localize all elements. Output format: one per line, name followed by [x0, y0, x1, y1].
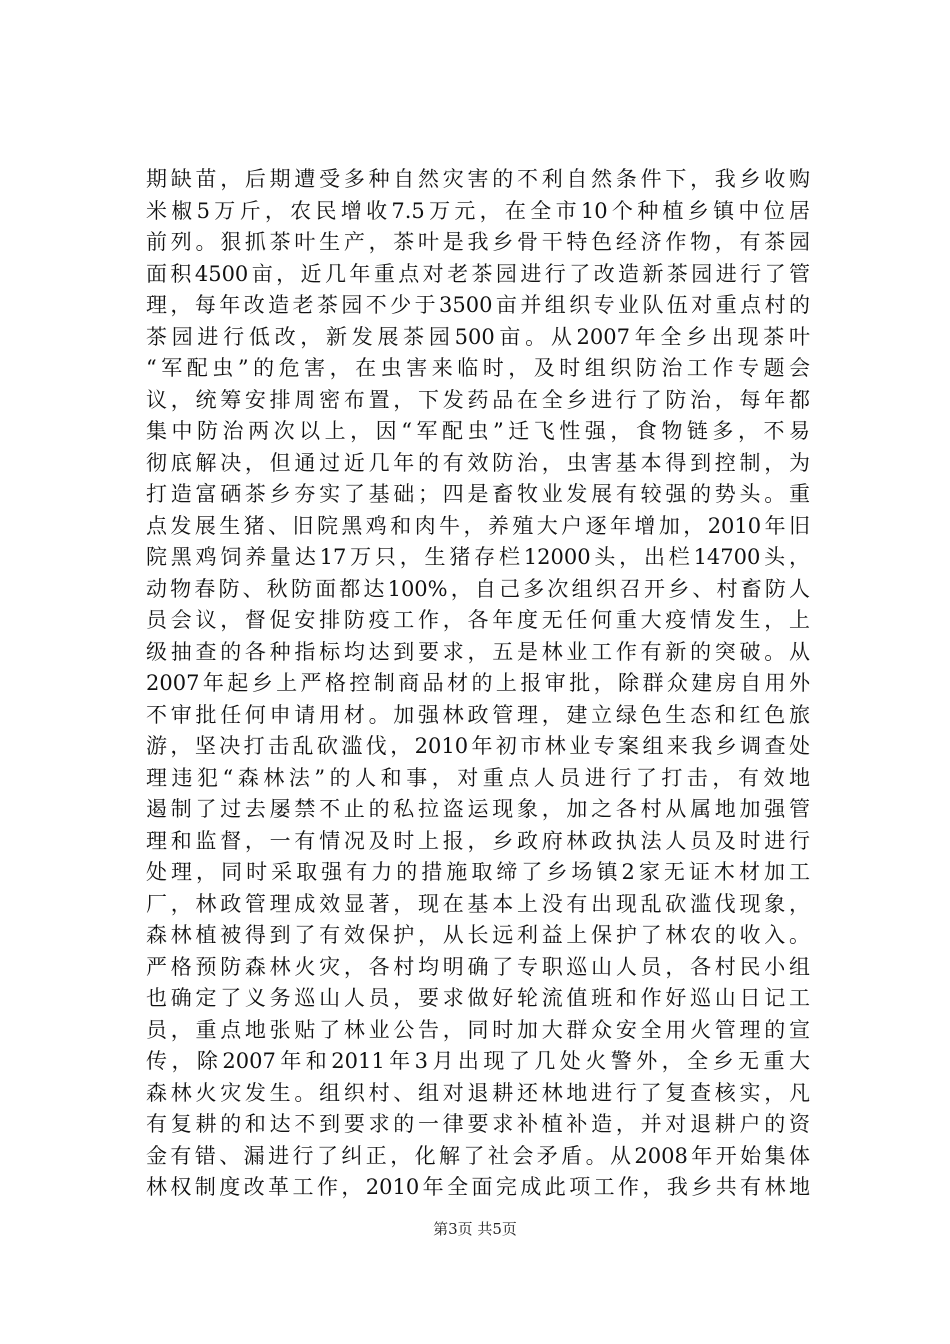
text-line: 游，坚决打击乱砍滥伐，2010年初市林业专案组来我乡调查处 [146, 734, 810, 758]
text-line: 员，重点地张贴了林业公告，同时加大群众安全用火管理的宣 [146, 1017, 810, 1042]
text-line: “军配虫”的危害，在虫害来临时，及时组织防治工作专题会 [146, 356, 810, 380]
text-line: 员会议，督促安排防疫工作，各年度无任何重大疫情发生，上 [146, 608, 810, 632]
text-line: 不审批任何申请用材。加强林政管理，建立绿色生态和红色旅 [146, 702, 810, 727]
text-line: 处理，同时采取强有力的措施取缔了乡场镇2家无证木材加工 [146, 860, 810, 884]
text-line: 期缺苗，后期遭受多种自然灾害的不利自然条件下，我乡收购 [146, 167, 810, 191]
text-line: 2007年起乡上严格控制商品材的上报审批，除群众建房自用外 [146, 671, 810, 695]
text-line: 打造富硒茶乡夯实了基础；四是畜牧业发展有较强的势头。重 [146, 482, 810, 506]
page-footer: 第3页 共5页 [433, 1220, 517, 1238]
text-line: 理，每年改造老茶园不少于3500亩并组织专业队伍对重点村的 [146, 293, 810, 317]
text-line: 议，统筹安排周密布置，下发药品在全乡进行了防治，每年都 [146, 387, 810, 412]
text-line: 也确定了义务巡山人员，要求做好轮流值班和作好巡山日记工 [146, 986, 810, 1010]
text-line: 林权制度改革工作，2010年全面完成此项工作，我乡共有林地 [146, 1175, 810, 1199]
text-line: 院黑鸡饲养量达17万只，生猪存栏12000头，出栏14700头， [146, 545, 810, 569]
text-line: 金有错、漏进行了纠正，化解了社会矛盾。从2008年开始集体 [146, 1143, 810, 1168]
text-line: 遏制了过去屡禁不止的私拉盗运现象，加之各村从属地加强管 [146, 797, 810, 821]
text-line: 森林植被得到了有效保护，从长远利益上保护了林农的收入。 [146, 923, 810, 947]
text-line: 米椒5万斤，农民增收7.5万元，在全市10个种植乡镇中位居 [146, 198, 810, 223]
body-paragraph [146, 164, 810, 1204]
text-line: 茶园进行低改，新发展茶园500亩。从2007年全乡出现茶叶 [146, 324, 810, 349]
text-line: 理和监督，一有情况及时上报，乡政府林政执法人员及时进行 [146, 828, 810, 853]
text-line: 动物春防、秋防面都达100%，自己多次组织召开乡、村畜防人 [146, 576, 810, 601]
text-line: 森林火灾发生。组织村、组对退耕还林地进行了复查核实，凡 [146, 1080, 810, 1105]
text-line: 级抽查的各种指标均达到要求，五是林业工作有新的突破。从 [146, 639, 810, 664]
text-line: 点发展生猪、旧院黑鸡和肉牛，养殖大户逐年增加，2010年旧 [146, 513, 810, 538]
text-line: 有复耕的和达不到要求的一律要求补植补造，并对退耕户的资 [146, 1112, 810, 1136]
text-line: 前列。狠抓茶叶生产，茶叶是我乡骨干特色经济作物，有茶园 [146, 230, 810, 254]
text-line: 严格预防森林火灾，各村均明确了专职巡山人员，各村民小组 [146, 954, 810, 979]
text-line: 面积4500亩，近几年重点对老茶园进行了改造新茶园进行了管 [146, 261, 810, 286]
text-line: 传，除2007年和2011年3月出现了几处火警外，全乡无重大 [146, 1049, 810, 1073]
text-line: 集中防治两次以上，因“军配虫”迁飞性强，食物链多，不易 [146, 419, 810, 443]
text-line: 彻底解决，但通过近几年的有效防治，虫害基本得到控制，为 [146, 450, 810, 475]
text-line: 理违犯“森林法”的人和事，对重点人员进行了打击，有效地 [146, 765, 810, 790]
text-line: 厂，林政管理成效显著，现在基本上没有出现乱砍滥伐现象， [146, 891, 810, 916]
